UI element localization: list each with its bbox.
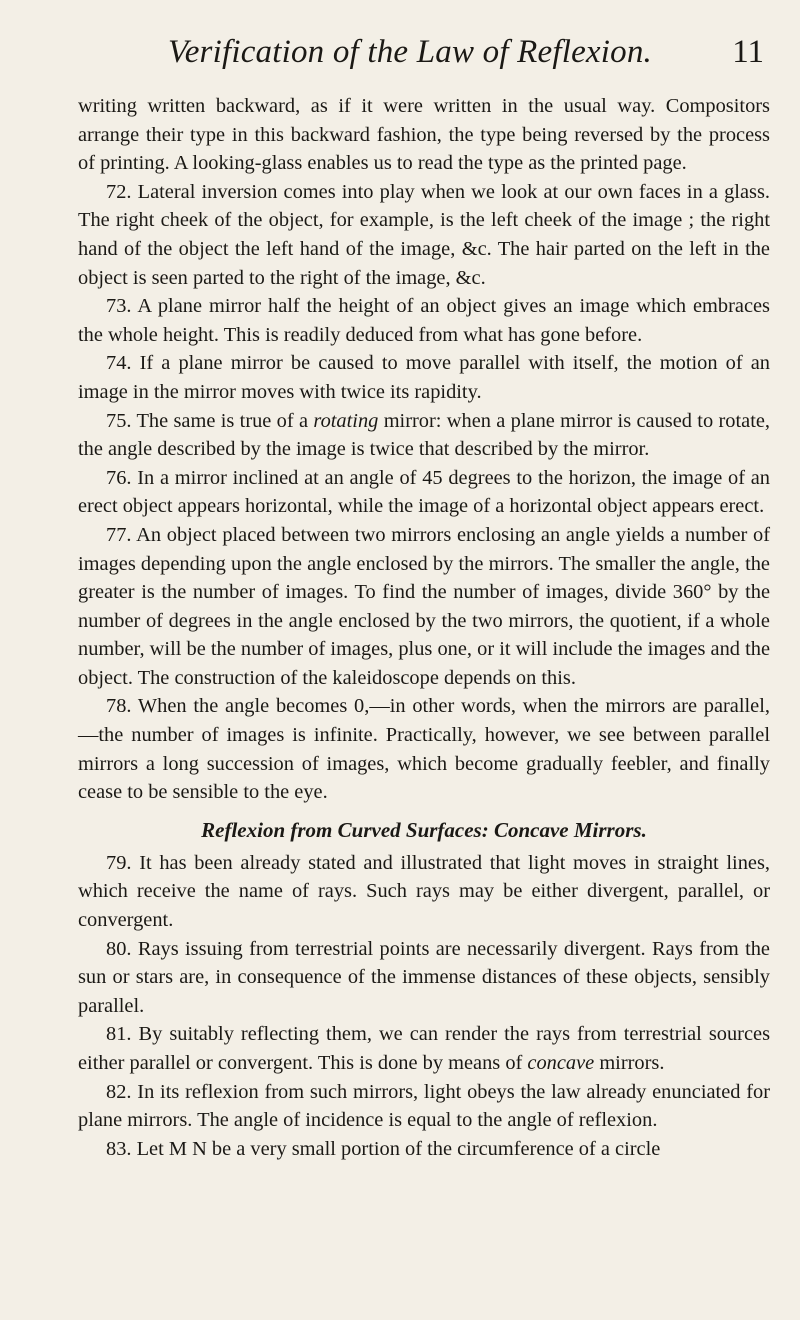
paragraph-text: Rays issuing from terrestrial points are necessarily divergent. Rays from the sun or stars are, in consequence of the immense distances of these objects, sensibly parallel. — [78, 937, 770, 1017]
paragraph-74 — [78, 349, 770, 406]
paragraph-82 — [78, 1078, 770, 1135]
paragraph-number: 76. — [106, 466, 132, 489]
paragraph-number: 74. — [106, 352, 132, 375]
paragraph-text: In its reflexion from such mirrors, light obeys the law already enunciated for plane mirrors. The angle of incidence is equal to the angle of reflexion. — [78, 1080, 770, 1132]
paragraph-text: writing written backward, as if it were written in the usual way. Compositors arrange their type in this backward fashion, the type being reversed by the process of printing. A looking-glass enables us to read the type as the printed page. — [78, 95, 770, 175]
emphasis-text: rotating — [313, 409, 379, 432]
paragraph-text: A plane mirror half the height of an object gives an image which embraces the whole height. This is readily deduced from what has gone before. — [78, 295, 770, 346]
paragraph-number: 80. — [106, 937, 132, 960]
paragraph-83 — [78, 1135, 770, 1164]
paragraph-text: Let M N be a very small portion of the circumference of a circle — [131, 1137, 661, 1160]
paragraph-continued — [78, 92, 770, 178]
running-title: Verification of the Law of Reflexion. — [168, 34, 652, 70]
paragraph-text: When the angle becomes 0,—in other words, when the mirrors are parallel,—the number of images is infinite. Practically, however, we see between parallel mirrors a long succession of images, which become gradually feebler, and finally cease to be sensible to the eye. — [78, 695, 770, 804]
paragraph-text: mirrors. — [594, 1052, 665, 1074]
paragraph-text: In a mirror inclined at an angle of 45 degrees to the horizon, the image of an erect object appears horizontal, while the image of a horizontal object appears erect. — [78, 466, 770, 518]
paragraph-79 — [78, 849, 770, 935]
paragraph-text: If a plane mirror be caused to move parallel with itself, the motion of an image in the mirror moves with twice its rapidity. — [78, 352, 770, 403]
paragraph-number: 75. — [106, 409, 132, 432]
paragraph-text: It has been already stated and illustrated that light moves in straight lines, which receive the name of rays. Such rays may be either divergent, parallel, or convergent. — [78, 851, 770, 932]
paragraph-76 — [78, 464, 770, 521]
paragraph-80 — [78, 935, 770, 1021]
running-head — [78, 30, 770, 92]
paragraph-text: The same is true of a — [131, 409, 314, 432]
page-number: 11 — [732, 34, 764, 70]
paragraph-number: 72. — [106, 180, 132, 203]
paragraph-75 — [78, 407, 770, 464]
paragraph-72 — [78, 178, 770, 292]
paragraph-number: 77. — [106, 523, 132, 546]
paragraph-81 — [78, 1020, 770, 1077]
paragraph-number: 83. — [106, 1137, 132, 1160]
section-heading: Reflexion from Curved Surfaces: Concave Mirrors. — [201, 817, 647, 842]
paragraph-text: By suitably reflecting them, we can render the rays from terrestrial sources either parallel or convergent. This is done by means of — [78, 1023, 770, 1074]
paragraph-number: 82. — [106, 1080, 132, 1103]
paragraph-73 — [78, 292, 770, 349]
body-text — [78, 92, 770, 1163]
paragraph-77 — [78, 521, 770, 693]
paragraph-text: Lateral inversion comes into play when we look at our own faces in a glass. The right cheek of the object, for example, is the left cheek of the image ; the right hand of the object the left hand of the image, &c. The hair parted on the left in the object is seen parted to the right of the image, &c. — [78, 180, 770, 289]
paragraph-text: mirror: when a plane mirror is caused to rotate, the angle described by the image is twice that described by the mirror. — [78, 409, 771, 461]
paragraph-number: 81. — [106, 1023, 132, 1046]
paragraph-number: 79. — [106, 851, 132, 874]
emphasis-text: concave — [527, 1052, 595, 1074]
paragraph-number: 78. — [106, 695, 132, 718]
paragraph-78 — [78, 692, 770, 806]
paragraph-text: An object placed between two mirrors enclosing an angle yields a number of images depending upon the angle enclosed by the mirrors. The smaller the angle, the greater is the number of images. To find the number of images, divide 360° by the number of degrees in the angle enclosed by the two mirrors, the quotient, if a whole number, will be the number of images, plus one, or it will include the images and the object. The construction of the kaleidoscope depends on this. — [78, 523, 770, 689]
paragraph-number: 73. — [106, 295, 132, 318]
